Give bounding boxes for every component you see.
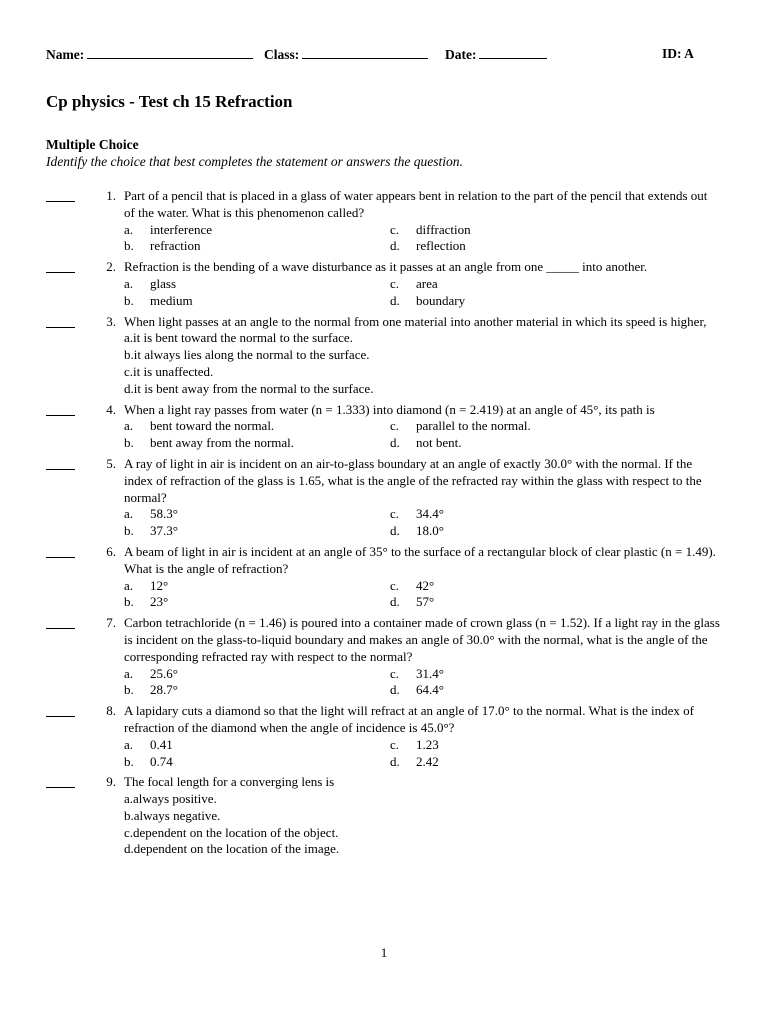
answer-option[interactable] xyxy=(124,791,217,808)
option-text: it is bent away from the normal to the surface. xyxy=(133,380,374,396)
option-text: 1.23 xyxy=(416,736,439,752)
option-text: interference xyxy=(150,221,213,237)
question-stem: Refraction is the bending of a wave disturbance as it passes at an angle from one _____ into another. xyxy=(124,259,648,275)
option-letter: d. xyxy=(124,380,134,396)
answer-option[interactable] xyxy=(390,222,656,239)
question-number: 6. xyxy=(106,543,116,559)
option-letter: a. xyxy=(124,506,134,522)
question-item xyxy=(0,402,768,452)
option-text: medium xyxy=(150,292,193,308)
option-text: always negative. xyxy=(133,807,221,823)
question-stem: A beam of light in air is incident at an angle of 35° to the surface of a rectangular block of clear plastic (n = 1.49). What is the angle of refraction? xyxy=(124,543,716,576)
option-text: 0.41 xyxy=(150,736,173,752)
question-number: 4. xyxy=(106,401,116,417)
option-letter: d. xyxy=(124,841,134,857)
answer-option[interactable] xyxy=(124,222,390,239)
option-text: 57° xyxy=(416,594,435,610)
option-letter: d. xyxy=(390,682,400,698)
option-text: bent away from the normal. xyxy=(150,435,295,451)
option-text: 58.3° xyxy=(150,506,178,522)
question-number: 7. xyxy=(106,615,116,631)
option-letter: b. xyxy=(124,753,134,769)
answer-option[interactable] xyxy=(124,364,213,381)
question-item xyxy=(0,703,768,770)
instructions: Identify the choice that best completes the statement or answers the question. xyxy=(46,154,463,169)
option-letter: a. xyxy=(124,577,134,593)
option-text: 34.4° xyxy=(416,506,444,522)
option-letter: c. xyxy=(390,418,400,434)
answer-blank[interactable] xyxy=(46,402,75,416)
option-text: always positive. xyxy=(133,791,217,807)
option-letter: a. xyxy=(124,665,134,681)
option-letter: b. xyxy=(124,807,134,823)
option-text: glass xyxy=(150,275,176,291)
answer-option[interactable] xyxy=(390,754,656,771)
option-letter: c. xyxy=(390,221,400,237)
question-stem: A ray of light in air is incident on an air-to-glass boundary at an angle of exactly 30.0° with the normal. If the index of refraction of the glass is 1.65, what is the angle of the refracted ray within the glass with respect to the normal? xyxy=(124,455,702,505)
answer-options xyxy=(124,666,720,700)
question-item xyxy=(0,544,768,611)
answer-option[interactable] xyxy=(124,594,390,611)
answer-blank[interactable] xyxy=(46,774,75,788)
answer-option[interactable] xyxy=(124,737,390,754)
option-letter: d. xyxy=(390,753,400,769)
option-text: it always lies along the normal to the surface. xyxy=(133,347,370,363)
question-number: 1. xyxy=(106,188,116,203)
option-text: it is unaffected. xyxy=(133,363,214,379)
option-letter: b. xyxy=(124,238,134,254)
id-label: ID: A xyxy=(662,46,694,61)
name-label: Name: xyxy=(46,47,85,62)
option-text: 0.74 xyxy=(150,753,173,769)
question-item xyxy=(0,188,768,255)
option-text: 42° xyxy=(416,577,435,593)
option-letter: a. xyxy=(124,736,134,752)
option-letter: b. xyxy=(124,682,134,698)
answer-option[interactable] xyxy=(390,737,656,754)
answer-option[interactable] xyxy=(124,381,373,398)
option-text: 25.6° xyxy=(150,665,178,681)
option-letter: c. xyxy=(390,665,400,681)
option-text: 12° xyxy=(150,577,169,593)
answer-options xyxy=(124,330,720,397)
date-field[interactable] xyxy=(445,46,547,63)
answer-option[interactable] xyxy=(124,682,390,699)
option-letter: b. xyxy=(124,347,134,363)
answer-blank[interactable] xyxy=(46,703,75,717)
option-text: not bent. xyxy=(416,435,462,451)
answer-option[interactable] xyxy=(124,238,390,255)
date-label: Date: xyxy=(445,47,477,62)
answer-option[interactable] xyxy=(124,293,390,310)
option-text: 28.7° xyxy=(150,682,178,698)
option-letter: c. xyxy=(390,736,400,752)
question-stem: Part of a pencil that is placed in a glass of water appears bent in relation to the part of the pencil that extends out of the water. What is this phenomenon called? xyxy=(124,188,708,220)
option-text: reflection xyxy=(416,238,466,254)
option-letter: b. xyxy=(124,523,134,539)
answer-option[interactable] xyxy=(124,808,220,825)
option-letter: d. xyxy=(390,523,400,539)
question-item xyxy=(0,259,768,309)
option-letter: a. xyxy=(124,221,134,237)
option-letter: c. xyxy=(390,275,400,291)
answer-option[interactable] xyxy=(390,435,656,452)
answer-option[interactable] xyxy=(124,578,390,595)
question-item xyxy=(0,456,768,540)
answer-blank[interactable] xyxy=(46,456,75,470)
answer-options xyxy=(124,578,720,612)
answer-option[interactable] xyxy=(124,418,390,435)
option-letter: a. xyxy=(124,418,134,434)
option-text: 37.3° xyxy=(150,523,178,539)
answer-option[interactable] xyxy=(124,666,390,683)
option-letter: d. xyxy=(390,594,400,610)
answer-option[interactable] xyxy=(124,330,353,347)
answer-option[interactable] xyxy=(390,238,656,255)
option-letter: a. xyxy=(124,330,134,346)
question-stem: A lapidary cuts a diamond so that the light will refract at an angle of 17.0° to the normal. What is the index of refraction of the diamond when the angle of incidence is 45.0°? xyxy=(124,703,694,735)
option-letter: d. xyxy=(390,292,400,308)
answer-options xyxy=(124,506,720,540)
question-number: 3. xyxy=(106,313,116,329)
question-number: 2. xyxy=(106,259,116,275)
option-text: it is bent toward the normal to the surface. xyxy=(133,330,353,346)
name-blank-line[interactable] xyxy=(87,46,253,59)
answer-options xyxy=(124,222,720,256)
option-text: boundary xyxy=(416,292,466,308)
answer-options xyxy=(124,276,720,310)
option-letter: c. xyxy=(390,577,400,593)
name-field[interactable] xyxy=(46,46,253,63)
question-stem: When light passes at an angle to the normal from one material into another material in which its speed is higher, xyxy=(124,313,707,329)
option-text: 64.4° xyxy=(416,682,444,698)
answer-option[interactable] xyxy=(390,682,656,699)
option-letter: b. xyxy=(124,292,134,308)
answer-blank[interactable] xyxy=(46,314,75,328)
option-text: area xyxy=(416,275,438,291)
option-letter: b. xyxy=(124,594,134,610)
option-letter: a. xyxy=(124,791,134,807)
option-text: 2.42 xyxy=(416,753,439,769)
option-letter: d. xyxy=(390,238,400,254)
page-number: 1 xyxy=(380,945,388,960)
question-stem: When a light ray passes from water (n = 1.333) into diamond (n = 2.419) at an angle of 45°, its path is xyxy=(124,401,655,417)
answer-option[interactable] xyxy=(124,754,390,771)
question-number: 5. xyxy=(106,455,116,471)
option-letter: c. xyxy=(390,506,400,522)
answer-blank[interactable] xyxy=(46,259,75,273)
answer-option[interactable] xyxy=(124,506,390,523)
answer-options xyxy=(124,418,720,452)
answer-option[interactable] xyxy=(390,523,656,540)
question-item xyxy=(0,774,768,858)
option-letter: c. xyxy=(124,363,134,379)
question-item xyxy=(0,615,768,699)
answer-option[interactable] xyxy=(390,578,656,595)
option-text: parallel to the normal. xyxy=(416,418,531,434)
option-text: 31.4° xyxy=(416,665,444,681)
question-item xyxy=(0,314,768,398)
option-letter: a. xyxy=(124,275,134,291)
option-text: bent toward the normal. xyxy=(150,418,275,434)
question-stem: Carbon tetrachloride (n = 1.46) is poured into a container made of crown glass (n = 1.52). If a light ray in the glass is incident on the glass-to-liquid boundary and makes an angle of 30.0° with the normal, what is the angle of the corresponding refracted ray with respect to the normal? xyxy=(124,615,720,664)
answer-option[interactable] xyxy=(124,347,369,364)
question-stem: The focal length for a converging lens is xyxy=(124,774,335,790)
option-text: refraction xyxy=(150,238,201,254)
answer-option[interactable] xyxy=(390,418,656,435)
answer-option[interactable] xyxy=(124,841,339,858)
option-text: 18.0° xyxy=(416,523,444,539)
answer-option[interactable] xyxy=(124,825,338,842)
answer-option[interactable] xyxy=(390,594,656,611)
header-fields xyxy=(46,46,706,66)
option-letter: b. xyxy=(124,435,134,451)
answer-option[interactable] xyxy=(390,293,656,310)
section-heading: Multiple Choice xyxy=(46,137,139,152)
option-text: dependent on the location of the object. xyxy=(133,824,339,840)
class-blank-line[interactable] xyxy=(302,46,428,59)
class-field[interactable] xyxy=(264,46,428,63)
answer-option[interactable] xyxy=(124,523,390,540)
option-text: 23° xyxy=(150,594,169,610)
option-letter: d. xyxy=(390,435,400,451)
answer-options xyxy=(124,737,720,771)
answer-option[interactable] xyxy=(124,276,390,293)
answer-option[interactable] xyxy=(390,666,656,683)
answer-blank[interactable] xyxy=(46,188,75,202)
option-letter: c. xyxy=(124,824,134,840)
date-blank-line[interactable] xyxy=(479,46,547,59)
question-list xyxy=(0,188,768,862)
page-title: Cp physics - Test ch 15 Refraction xyxy=(46,92,293,111)
class-label: Class: xyxy=(264,47,300,62)
answer-option[interactable] xyxy=(390,506,656,523)
answer-options xyxy=(124,791,720,858)
answer-blank[interactable] xyxy=(46,544,75,558)
answer-option[interactable] xyxy=(124,435,390,452)
answer-option[interactable] xyxy=(390,276,656,293)
option-text: diffraction xyxy=(416,221,471,237)
answer-blank[interactable] xyxy=(46,615,75,629)
question-number: 9. xyxy=(106,774,116,790)
option-text: dependent on the location of the image. xyxy=(133,841,340,857)
question-number: 8. xyxy=(106,703,116,719)
